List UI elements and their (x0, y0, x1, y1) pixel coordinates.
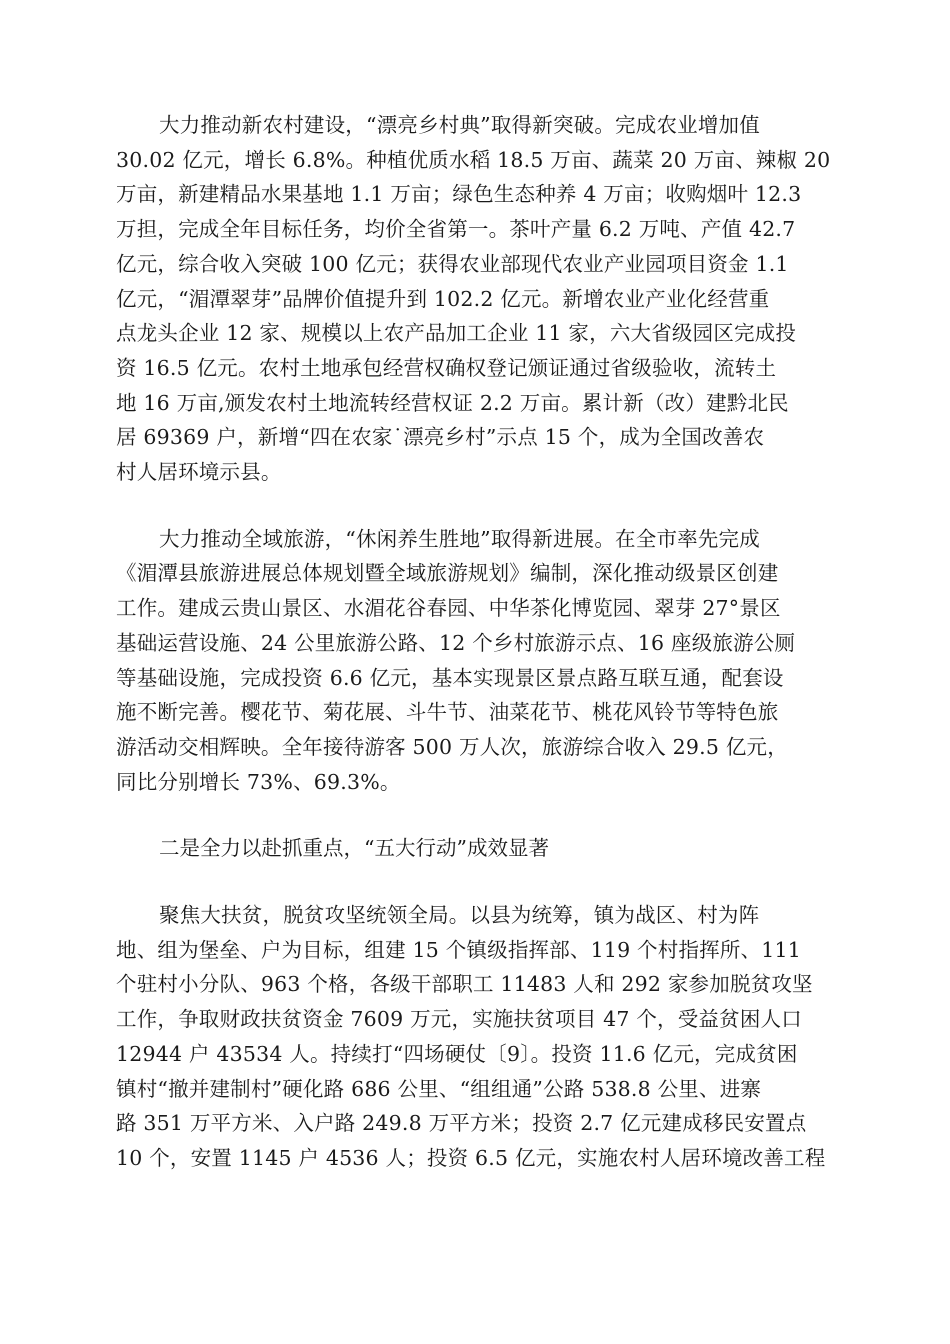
text-line: 点龙头企业 12 家、规模以上农产品加工企业 11 家，六大省级园区完成投 (116, 321, 797, 346)
paragraph-spacer (116, 490, 836, 522)
text-line: 工作。建成云贵山景区、水湄花谷春园、中华茶化博览园、翠芽 27°景区 (116, 596, 781, 621)
text-line: 地、组为堡垒、户为目标，组建 15 个镇级指挥部、119 个村指挥所、111 (116, 937, 801, 962)
text-line: 施不断完善。樱花节、菊花展、斗牛节、油菜花节、桃花风铃节等特色旅 (116, 700, 779, 725)
text-line: 村人居环境示县。 (116, 460, 282, 485)
text-line: 居 69369 户，新增“四在农家˙漂亮乡村”示点 15 个，成为全国改善农 (116, 425, 765, 450)
text-line: 亿元，综合收入突破 100 亿元；获得农业部现代农业产业园项目资金 1.1 (116, 251, 789, 276)
text-line: 地 16 万亩,颁发农村土地流转经营权证 2.2 万亩。累计新（改）建黔北民 (116, 390, 789, 415)
text-line: 同比分别增长 73%、69.3%。 (116, 769, 401, 794)
text-line: 12944 户 43534 人。持续打“四场硬仗〔9〕。投资 11.6 亿元，完成贫困 (116, 1041, 798, 1066)
document-page (116, 108, 836, 1176)
text-line: 镇村“撤并建制村”硬化路 686 公里、“组组通”公路 538.8 公里、进寨 (116, 1076, 762, 1101)
text-line: 大力推动全域旅游，“休闲养生胜地”取得新进展。在全市率先完成 (159, 526, 760, 551)
text-line: 基础运营设施、24 公里旅游公路、12 个乡村旅游示点、16 座级旅游公厕 (116, 630, 796, 655)
paragraph-spacer (116, 799, 836, 831)
text-line: 万担，完成全年目标任务，均价全省第一。茶叶产量 6.2 万吨、产值 42.7 (116, 217, 796, 242)
text-line: 大力推动新农村建设，“漂亮乡村典”取得新突破。完成农业增加值 (159, 113, 760, 137)
text-line: 《湄潭县旅游进展总体规划暨全域旅游规划》编制，深化推动级景区创建 (116, 561, 779, 586)
paragraph-rural-construction (116, 108, 836, 490)
text-line: 亿元，“湄潭翠芽”品牌价值提升到 102.2 亿元。新增农业产业化经营重 (116, 286, 770, 311)
text-line: 10 个，安置 1145 户 4536 人；投资 6.5 亿元，实施农村人居环境改善工程 (116, 1145, 826, 1170)
text-line: 个驻村小分队、963 个格，各级干部职工 11483 人和 292 家参加脱贫攻坚 (116, 972, 813, 997)
text-line: 聚焦大扶贫，脱贫攻坚统领全局。以县为统筹，镇为战区、村为阵 (159, 903, 760, 928)
text-line: 等基础设施，完成投资 6.6 亿元，基本实现景区景点路互联互通，配套设 (116, 665, 784, 690)
paragraph-spacer (116, 866, 836, 898)
text-line: 游活动交相辉映。全年接待游客 500 万人次，旅游综合收入 29.5 亿元， (116, 734, 788, 759)
text-line: 30.02 亿元，增长 6.8%。种植优质水稻 18.5 万亩、蔬菜 20 万亩、辣椒 20 (116, 147, 831, 172)
text-line: 资 16.5 亿元。农村土地承包经营权确权登记颁证通过省级验收，流转土 (116, 355, 777, 380)
paragraph-tourism (116, 522, 836, 800)
section-heading: 二是全力以赴抓重点，“五大行动”成效显著 (159, 836, 549, 861)
text-line: 工作，争取财政扶贫资金 7609 万元，实施扶贫项目 47 个，受益贫困人口 (116, 1007, 802, 1032)
text-line: 路 351 万平方米、入户路 249.8 万平方米；投资 2.7 亿元建成移民安置点 (116, 1111, 807, 1136)
paragraph-poverty-alleviation (116, 898, 836, 1176)
text-line: 万亩，新建精品水果基地 1.1 万亩；绿色生态种养 4 万亩；收购烟叶 12.3 (116, 182, 802, 207)
